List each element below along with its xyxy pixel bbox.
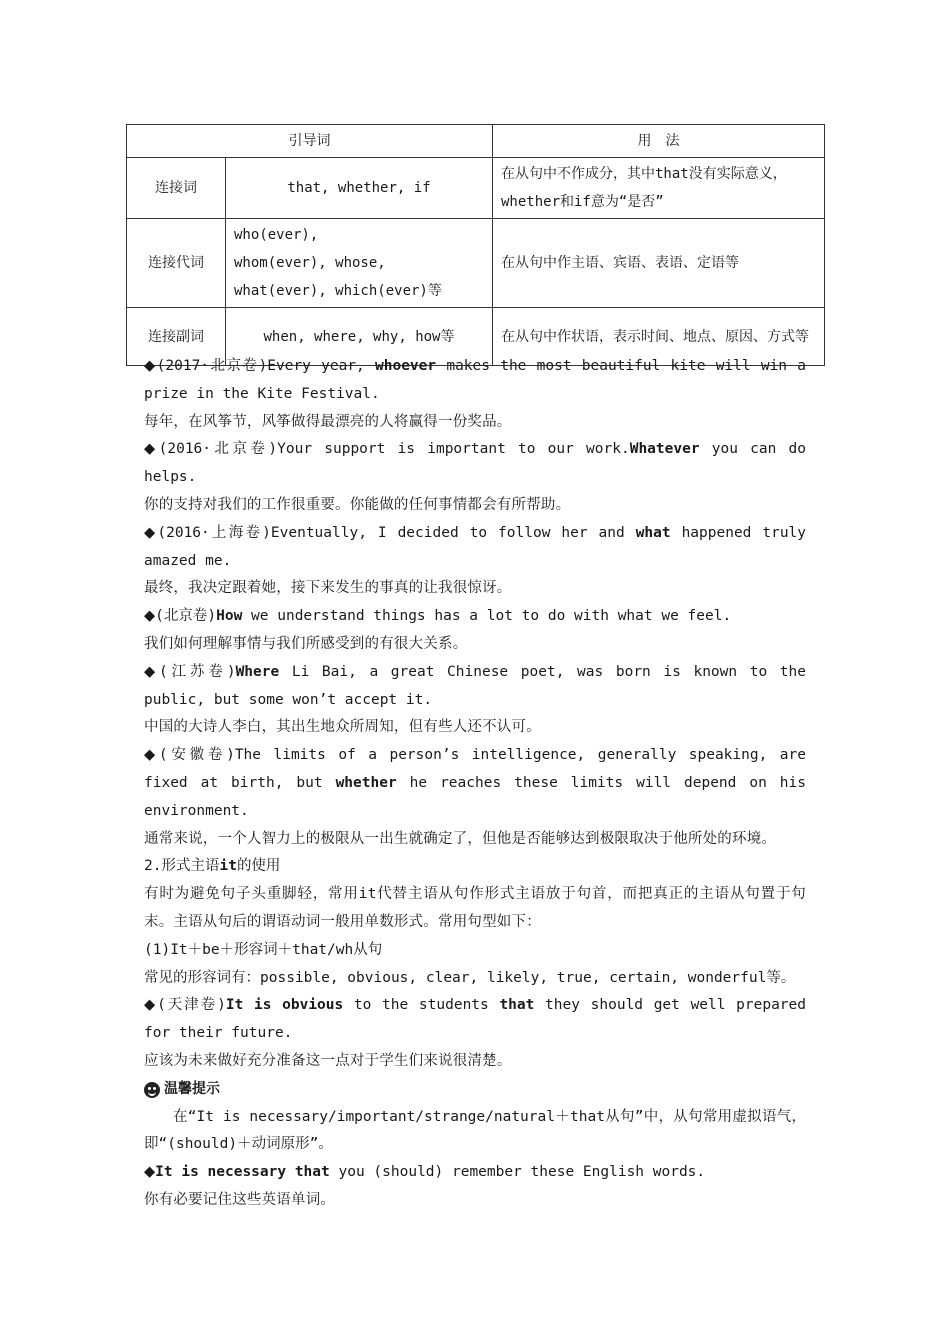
example-cn: 你的支持对我们的工作很重要。你能做的任何事情都会有所帮助。 bbox=[144, 496, 571, 513]
bullet-icon: ◆ bbox=[144, 997, 158, 1014]
table-row bbox=[127, 158, 825, 219]
connector-table bbox=[126, 124, 825, 366]
example-source: (2016·北京卷) bbox=[158, 441, 278, 458]
keyword: Where bbox=[235, 663, 280, 680]
example-cn: 中国的大诗人李白，其出生地众所周知，但有些人还不认可。 bbox=[144, 719, 541, 736]
word-line: what(ever), which(ever)等 bbox=[234, 283, 442, 299]
tip-header bbox=[144, 1076, 806, 1104]
header-usage: 用 法 bbox=[493, 125, 825, 158]
row-category: 连接代词 bbox=[127, 219, 226, 308]
keyword: It is necessary that bbox=[155, 1164, 330, 1181]
example-source: (安徽卷) bbox=[158, 747, 235, 764]
sentence-pattern: (1)It＋be＋形容词＋that/wh从句 bbox=[144, 941, 383, 958]
example-source: (2016·上海卷) bbox=[157, 524, 271, 541]
header-connector: 引导词 bbox=[127, 125, 493, 158]
example-source: (天津卷) bbox=[157, 997, 226, 1014]
bullet-icon: ◆ bbox=[144, 358, 157, 374]
example-cn: 你有必要记住这些英语单词。 bbox=[144, 1191, 336, 1208]
example-en: ◆(安徽卷)The limits of a person’s intelligence, generally speaking, are fixed at birth, but whether he reaches these limits will depend on his environment. bbox=[144, 747, 806, 819]
example-source: (北京卷) bbox=[155, 608, 217, 625]
bullet-icon: ◆ bbox=[144, 1164, 156, 1181]
example-en: ◆(2016·北京卷)Your support is important to our work.Whatever you can do helps. bbox=[144, 441, 807, 486]
keyword: How bbox=[216, 608, 243, 625]
example-cn: 应该为未来做好充分准备这一点对于学生们来说很清楚。 bbox=[144, 1052, 512, 1069]
example-en: ◆(北京卷)How we understand things has a lot to do with what we feel. bbox=[144, 608, 732, 625]
section-intro: 有时为避免句子头重脚轻，常用it代替主语从句作形式主语放于句首，而把真正的主语从句置于句末。主语从句后的谓语动词一般用单数形式。常用句型如下： bbox=[144, 886, 806, 930]
table-row bbox=[127, 219, 825, 308]
example-source: (江苏卷) bbox=[159, 663, 236, 680]
keyword: It is obvious bbox=[225, 997, 344, 1014]
row-category: 连接词 bbox=[127, 158, 226, 219]
example-cn: 我们如何理解事情与我们所感受到的有很大关系。 bbox=[144, 635, 468, 652]
row-usage: 在从句中作状语，表示时间、地点、原因、方式等 bbox=[493, 308, 825, 366]
keyword: whether bbox=[335, 774, 397, 791]
tip-text: 在“It is necessary/important/strange/natural＋that从句”中，从句常用虚拟语气，即“(should)＋动词原形”。 bbox=[144, 1108, 806, 1153]
smiley-icon bbox=[144, 1082, 160, 1098]
row-usage: 在从句中作主语、宾语、表语、定语等 bbox=[493, 219, 825, 308]
example-source: (2017·北京卷) bbox=[156, 358, 268, 374]
row-words bbox=[226, 219, 493, 308]
example-cn: 通常来说，一个人智力上的极限从一出生就确定了，但他是否能够达到极限取决于他所处的环境。 bbox=[144, 830, 777, 847]
keyword: whoever bbox=[375, 358, 437, 374]
bullet-icon: ◆ bbox=[144, 441, 159, 458]
example-cn: 每年，在风筝节，风筝做得最漂亮的人将赢得一份奖品。 bbox=[144, 413, 512, 430]
tip-title: 温馨提示 bbox=[164, 1080, 220, 1097]
body-text bbox=[144, 353, 806, 1215]
table-header-row bbox=[127, 125, 825, 158]
word-line: who(ever), bbox=[234, 227, 319, 243]
keyword: that bbox=[499, 997, 535, 1014]
bullet-icon: ◆ bbox=[144, 663, 160, 680]
example-en: ◆It is necessary that you (should) remember these English words. bbox=[144, 1164, 706, 1181]
bullet-icon: ◆ bbox=[144, 524, 158, 541]
keyword: what bbox=[635, 524, 671, 541]
example-en: ◆(江苏卷)Where Li Bai, a great Chinese poet, was born is known to the public, but some won’t accept it. bbox=[144, 663, 806, 708]
bullet-icon: ◆ bbox=[144, 747, 159, 764]
example-en: ◆(2017·北京卷)Every year, whoever makes the most beautiful kite will win a prize in the Kite Festival. bbox=[144, 358, 806, 402]
example-cn: 最终，我决定跟着她，接下来发生的事真的让我很惊讶。 bbox=[144, 580, 512, 597]
example-en: ◆(天津卷)It is obvious to the students that they should get well prepared for their future. bbox=[144, 997, 806, 1042]
example-en: ◆(2016·上海卷)Eventually, I decided to follow her and what happened truly amazed me. bbox=[144, 524, 807, 569]
row-category: 连接副词 bbox=[127, 308, 226, 366]
row-words: that, whether, if bbox=[226, 158, 493, 219]
word-line: whom(ever), whose, bbox=[234, 255, 386, 271]
row-words: when, where, why, how等 bbox=[226, 308, 493, 366]
section-heading: 2.形式主语it的使用 bbox=[144, 858, 281, 875]
keyword: Whatever bbox=[629, 441, 700, 458]
row-usage: 在从句中不作成分，其中that没有实际意义，whether和if意为“是否” bbox=[493, 158, 825, 219]
adjective-list: 常见的形容词有：possible, obvious, clear, likely, true, certain, wonderful等。 bbox=[144, 969, 796, 986]
bullet-icon: ◆ bbox=[144, 608, 156, 625]
